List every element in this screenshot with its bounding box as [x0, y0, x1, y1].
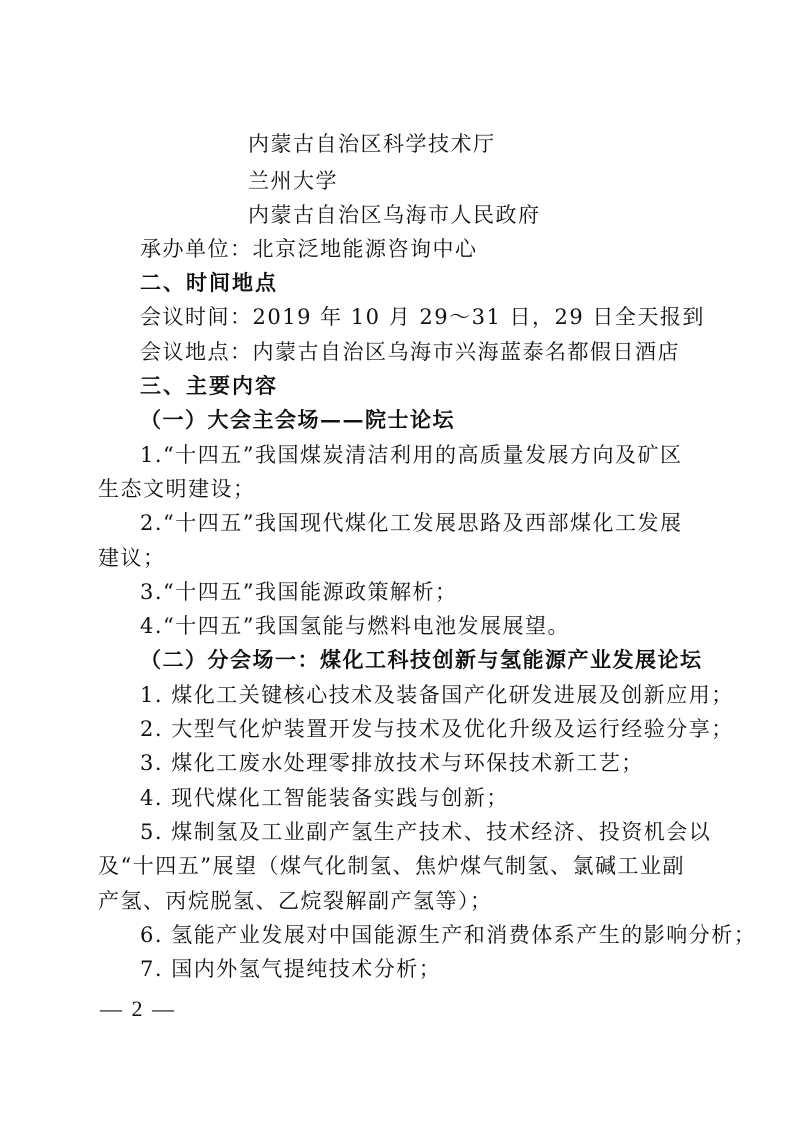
section-heading: 二、时间地点 — [140, 271, 278, 295]
list-item-continuation: 建议； — [98, 546, 166, 570]
list-item-continuation: 产氢、丙烷脱氢、乙烷裂解副产氢等）； — [98, 889, 493, 913]
list-item: 1. 煤化工关键核心技术及装备国产化研发进展及创新应用； — [140, 683, 734, 707]
list-item-continuation: 及“十四五”展望（煤气化制氢、焦炉煤气制氢、氯碱工业副 — [98, 854, 685, 878]
list-item: 3. 煤化工废水处理零排放技术与环保技术新工艺； — [140, 751, 644, 775]
meeting-place: 会议地点：内蒙古自治区乌海市兴海蓝泰名都假日酒店 — [140, 340, 680, 364]
section-heading: 三、主要内容 — [140, 374, 278, 398]
subsection-heading: （一）大会主会场——院士论坛 — [140, 407, 455, 432]
list-item: 6. 氢能产业发展对中国能源生产和消费体系产生的影响分析； — [140, 923, 757, 947]
meeting-time: 会议时间：2019 年 10 月 29～31 日，29 日全天报到 — [140, 305, 705, 329]
list-item: 3.“十四五”我国能源政策解析； — [140, 580, 458, 604]
organizer-line: 兰州大学 — [248, 169, 338, 193]
list-item-continuation: 生态文明建设； — [98, 477, 256, 501]
organizer-line: 内蒙古自治区乌海市人民政府 — [248, 203, 541, 227]
host-unit: 承办单位：北京泛地能源咨询中心 — [140, 237, 478, 261]
page-number: — 2 — — [100, 996, 176, 1021]
list-item: 7. 国内外氢气提纯技术分析； — [140, 957, 442, 981]
list-item: 2. 大型气化炉装置开发与技术及优化升级及运行经验分享； — [140, 717, 734, 741]
list-item: 4. 现代煤化工智能装备实践与创新； — [140, 786, 509, 810]
list-item: 4.“十四五”我国氢能与燃料电池发展展望。 — [140, 614, 571, 638]
list-item: 2.“十四五”我国现代煤化工发展思路及西部煤化工发展 — [140, 511, 683, 535]
organizer-line: 内蒙古自治区科学技术厅 — [248, 132, 496, 156]
list-item: 5. 煤制氢及工业副产氢生产技术、技术经济、投资机会以 — [140, 820, 712, 844]
list-item: 1.“十四五”我国煤炭清洁利用的高质量发展方向及矿区 — [140, 443, 683, 467]
subsection-heading: （二）分会场一：煤化工科技创新与氢能源产业发展论坛 — [140, 647, 703, 672]
